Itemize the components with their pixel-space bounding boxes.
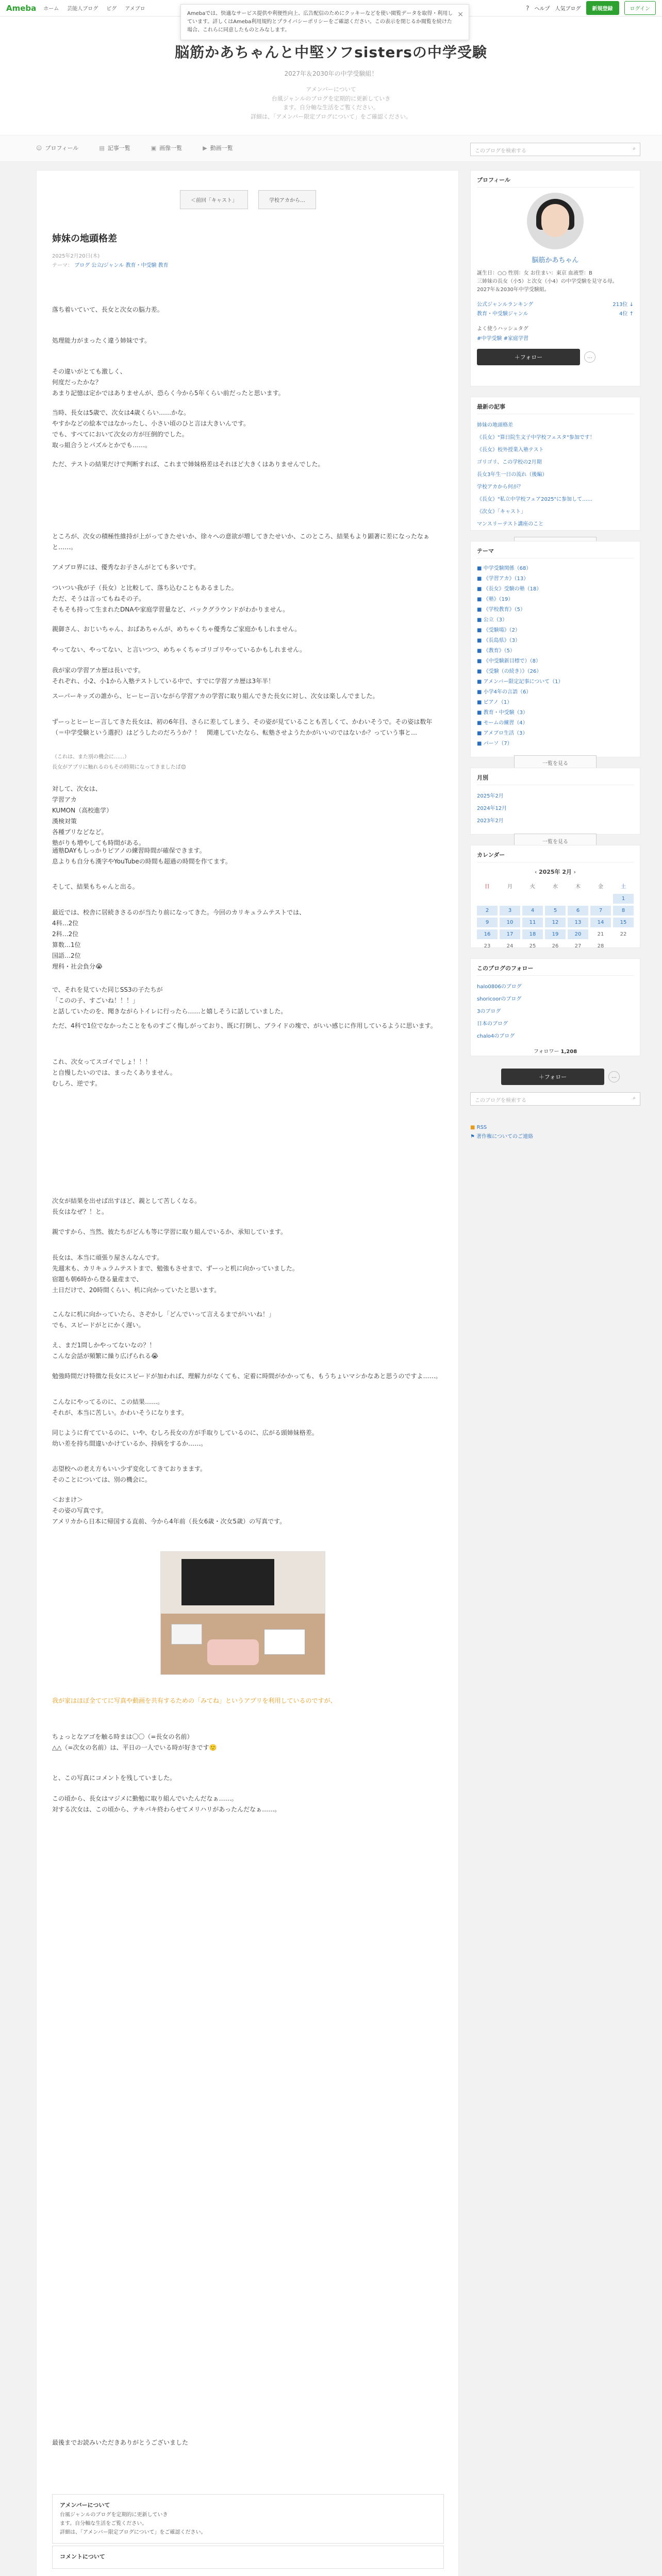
recent-entry-link[interactable]: 《長女》校外授業入塾テスト <box>477 447 544 453</box>
rss-link[interactable] <box>470 1123 533 1132</box>
calendar-day[interactable]: 15 <box>613 918 634 927</box>
theme-link[interactable]: ■ 《学習アカ》（13） <box>477 576 529 582</box>
prev-entry-button[interactable]: ＜前回「キャスト」 <box>180 190 248 209</box>
calendar-grid <box>477 880 634 951</box>
photo-blanket <box>207 1639 259 1665</box>
follow-row <box>477 349 634 365</box>
meta-tag[interactable]: 教育・中受験 <box>125 263 157 268</box>
calendar-day[interactable]: 9 <box>477 918 498 927</box>
article-paragraph: 次女が結果を出せば出すほど、親として苦しくなる。 長女はなぜ？！と。 <box>52 1197 201 1215</box>
theme-link[interactable]: ■ アメンバー限定記事について（1） <box>477 679 564 685</box>
following-item[interactable]: halo0806のブログ <box>477 984 522 990</box>
theme-link[interactable]: ■ 《長島県》（3） <box>477 638 520 643</box>
calendar-day[interactable]: 7 <box>590 906 611 916</box>
nav-entries-label: 記事一覧 <box>107 145 130 151</box>
calendar-day[interactable]: 14 <box>590 918 611 927</box>
month-item[interactable]: 2023年2月 <box>477 818 504 824</box>
popular-link[interactable]: 人気ブログ <box>555 6 581 12</box>
article-paragraph: そして、結果もちゃんと出る。 <box>52 883 139 890</box>
article-paragraph: （これは、また別の機会に……） <box>52 754 129 760</box>
hashtag-list <box>477 334 634 342</box>
search-placeholder: このブログを検索する <box>475 1098 526 1104</box>
flag-icon: ⚑ <box>470 1134 475 1140</box>
recent-entry-link[interactable]: 《次女》「キャスト」 <box>477 509 526 515</box>
hashtag-label: よく使うハッシュタグ <box>477 326 528 332</box>
rank-value: 4位 ↑ <box>619 311 634 317</box>
profile-name[interactable]: 脳筋かあちゃん <box>532 257 579 264</box>
more-icon[interactable]: … <box>584 351 595 363</box>
calendar-day <box>500 894 520 904</box>
article-paragraph: ところが、次女の積極性維持が上がってきたせいか、徐々への意欲が増してきたせいか、このところ、結果もより顕著に差になったなぁと……。 <box>52 533 430 551</box>
photo-box <box>264 1629 305 1655</box>
article-paragraph: ずーっとヒーヒー言してきた長女は、初の6年目、さらに差してしまう、その姿が見ていることも苦しくて、かわいそうで。その姿は数年（＝中学受験という選択）はどうしたのだろうか？！ 関連していたなら、転塾させようたかがいいのではないか？っていう事と… <box>52 718 433 736</box>
calendar-day: 22 <box>620 931 627 937</box>
more-icon[interactable]: … <box>608 1071 620 1082</box>
entry-title[interactable]: 姉妹の地頭格差 <box>52 233 117 244</box>
calendar-day[interactable]: 19 <box>545 929 566 939</box>
article-paragraph: この頃から、長女はマジメに勤勉に取り組んでいたんだなぁ……。 対する次女は、この頃から、テキパキ終わらせてメリハリがあったんだなぁ……。 <box>52 1795 281 1813</box>
desc-line: 台風ジャンルのブログを定期的に更新していき <box>271 95 391 102</box>
theme-link[interactable]: ■ 《教育》（5） <box>477 648 515 654</box>
theme-more-button[interactable]: 一覧を見る <box>514 755 597 770</box>
calendar-day[interactable]: 1 <box>613 894 634 904</box>
calendar-weekday: 日 <box>485 884 490 890</box>
article-paragraph: え、まだ1問しかやってないなの？！ こんな会話が頻繁に繰り広げられる😭 <box>52 1342 159 1360</box>
avatar[interactable] <box>527 193 584 249</box>
about-title: アメンバーについて <box>60 2502 110 2509</box>
article-paragraph: 親御さん、おじいちゃん、おばあちゃんが、めちゃくちゃ優秀なご家庭かもしれません。 <box>52 625 301 633</box>
calendar-day <box>613 941 634 951</box>
theme-link[interactable]: ■ パーソ（7） <box>477 741 512 747</box>
theme-link[interactable]: ■ アメブロ生活（3） <box>477 731 528 736</box>
calendar-day[interactable]: 16 <box>477 929 498 939</box>
document-icon: ▤ <box>99 145 105 151</box>
report-link[interactable] <box>470 1132 533 1142</box>
top-nav-celebrity[interactable]: 芸能人ブログ <box>67 6 98 12</box>
blog-subtitle: 2027年＆2030年の中学受験組！ <box>284 70 378 77</box>
hashtag[interactable]: #中学受験 <box>477 336 502 342</box>
article <box>36 170 459 2576</box>
recent-entry-link[interactable]: 学校アカから何が？ <box>477 484 523 490</box>
article-paragraph: 最後までお読みいただきありがとうございました <box>52 2439 189 2446</box>
help-link[interactable]: ヘルプ <box>534 6 550 12</box>
recent-heading: 最新の記事 <box>477 402 634 414</box>
follow-button[interactable]: ＋フォロー <box>477 349 580 365</box>
theme-link[interactable]: ■ ピアノ（1） <box>477 700 512 705</box>
calendar-weekday: 土 <box>621 884 626 890</box>
article-paragraph: 志望校への老え方もいい少ず変化してきておりまます。 そのことについては、別の機会に。 <box>52 1465 207 1483</box>
following-list <box>477 981 634 1043</box>
meta-theme-label: テーマ： <box>52 263 73 268</box>
article-paragraph: やってない、やってない、と言いつつ、めちゃくちゃゴリゴリやっているかもしれません。 <box>52 646 306 653</box>
calendar-day: 26 <box>552 943 559 949</box>
nav-videos[interactable] <box>203 144 233 152</box>
follow-row-2 <box>501 1069 620 1085</box>
calendar-weekday: 月 <box>507 884 512 890</box>
theme-link[interactable]: ■ モームの練習（4） <box>477 720 528 726</box>
meta-tag[interactable]: ブログ <box>74 263 90 268</box>
search-icon[interactable]: ⌕ <box>633 1095 636 1101</box>
recent-entry-link[interactable]: 《長女》"私立中学校フェア2025"に参加して…… <box>477 497 593 502</box>
comments-title: コメントについて <box>60 2553 105 2560</box>
following-item[interactable]: 3のブログ <box>477 1009 501 1014</box>
calendar-day[interactable]: 12 <box>545 918 566 927</box>
desc-line: ます。自分軸な生活をご覧ください。 <box>283 104 379 111</box>
hashtag[interactable]: #家庭学習 <box>503 336 528 342</box>
follow-button[interactable]: ＋フォロー <box>501 1069 604 1085</box>
article-paragraph: 我が家の学習アカ歴は長いです。 それぞれ、小2、小1から入塾テストしている中で、すでに学習アカ歴は3年半！ <box>52 667 275 685</box>
calendar-day <box>545 894 566 904</box>
article-paragraph: と、この写真にコメントを残していました。 <box>52 1774 176 1782</box>
theme-link[interactable]: ■ 《長女》受験の塾（18） <box>477 586 542 592</box>
meta-tag[interactable]: 公立/ジャンル <box>91 263 124 268</box>
calendar-day[interactable]: 20 <box>568 929 588 939</box>
entry-meta <box>52 252 169 270</box>
theme-link[interactable]: ■ 中学受験関係（68） <box>477 566 532 571</box>
calendar-day: 27 <box>574 943 582 949</box>
calendar-weekday: 水 <box>553 884 558 890</box>
calendar-day: 23 <box>484 943 491 949</box>
article-paragraph: スーパーキッズの誰から、ヒーヒー言いながら学習アカの学習に取り組んできた長女に対し、次女は楽しんでました。 <box>52 692 379 700</box>
ranking-row[interactable] <box>477 310 634 319</box>
image-icon: ▣ <box>151 145 157 151</box>
article-paragraph: アメブロ界には、優秀なお子さんがとても多いです。 <box>52 564 200 571</box>
calendar-day[interactable]: 2 <box>477 906 498 916</box>
calendar-day[interactable]: 13 <box>568 918 588 927</box>
cookie-notice <box>180 4 469 40</box>
month-item[interactable]: 2024年12月 <box>477 806 507 811</box>
top-nav-ameblo[interactable]: アメブロ <box>125 6 145 12</box>
calendar-month-label: 2025年 2月 <box>538 869 572 875</box>
article-paragraph: ただ、4科で1位でなかったことをものすごく悔しがっており、既に打倒し、ブライドの塊で、がいい感じに作用しているように思います。 <box>52 1022 437 1029</box>
article-paragraph: その違いがとても激しく、 何度だったかな？ あまり記憶は定かではありませんが、恐らく今から5年くらい前だったと思います。 <box>52 368 285 397</box>
calendar-day[interactable]: 6 <box>568 906 588 916</box>
desc-line: 詳細は、「アメンバー限定ブログについて」をご確認ください。 <box>251 113 411 120</box>
article-paragraph: こんなにやってるのに、この結果……。 それが、本当に苦しい。かわいそうになります。 <box>52 1398 188 1416</box>
photo-box <box>171 1624 202 1645</box>
person-icon: ☺ <box>36 145 42 151</box>
calendar-weekday: 金 <box>598 884 603 890</box>
recent-entry-link[interactable]: ゴリゴリ、この学校の2月期 <box>477 460 542 465</box>
comments-box <box>52 2546 444 2569</box>
monthly-heading: 月別 <box>477 773 634 785</box>
theme-heading: テーマ <box>477 547 634 558</box>
article-paragraph: こんなに机に向かっていたら、さぞかし「どんでいって言えるまでがいいね！」 でも、スピードがとにかく遅い。 <box>52 1311 275 1329</box>
cookie-text: Amebaでは、快適なサービス提供や利便性向上、広告配信のためにクッキーなどを使い閲覧データを取得・利用しています。詳しくはAmeba利用規約とプライバシーポリシーをご確認ください。この表示を閉じるか閲覧を続けた場合、これらに同意したものとみなします。 <box>187 11 453 33</box>
calendar-day[interactable]: 18 <box>522 929 543 939</box>
article-paragraph: 我が家はほぼ全ててに写真や動画を共有するための「みてね」というアプリを利用しているのですが、 <box>52 1697 337 1704</box>
about-line: 台風ジャンルのブログを定期的に更新していき <box>60 2512 168 2518</box>
following-box <box>470 958 640 1056</box>
article-paragraph: 落ち着いていて、長女と次女の脳力差。 <box>52 306 163 313</box>
close-icon[interactable]: × <box>457 10 464 19</box>
help-icon[interactable]: ? <box>526 4 529 12</box>
calendar-day[interactable]: 8 <box>613 906 634 916</box>
article-paragraph: 対して、次女は、 学習アカ KUMON（高校進学） 漢検対策 各種プリなどなど。 塾がりも増やしても時間がある。 <box>52 785 145 846</box>
calendar-day[interactable]: 11 <box>522 918 543 927</box>
recent-entry-link[interactable]: マンスリーテスト講座のこと <box>477 521 544 527</box>
recent-entry-link[interactable]: 《長女》"算日院生文子中学校フェスタ"参加です！ <box>477 435 595 440</box>
calendar-day <box>590 894 611 904</box>
meta-tag[interactable]: 教育 <box>158 263 169 268</box>
desc-line: アメンバーについて <box>306 86 356 93</box>
article-paragraph: ちょっとなアゴを触る時まは〇〇（=長女の名前） △△（=次女の名前）は、平日の一人でいる時が好きです🙂 <box>52 1733 217 1751</box>
family-photo[interactable] <box>160 1551 325 1675</box>
rank-label: 教育・中受験ジャンル <box>477 311 528 317</box>
nav-profile[interactable] <box>36 144 78 152</box>
calendar-day <box>522 894 543 904</box>
search-icon[interactable]: ⌕ <box>633 146 636 151</box>
recent-entry-link[interactable]: 姉妹の地頭格差 <box>477 422 513 428</box>
calendar-day[interactable]: 4 <box>522 906 543 916</box>
article-paragraph: 通塾DAYもしっかりピアノの練習時間が確保できます。 息よりも自分も漢字やYouTubeの時間も超過の時間を作てます。 <box>52 847 231 865</box>
theme-link[interactable]: ■ 小学4年の言語（6） <box>477 689 532 695</box>
calendar-month <box>477 868 634 876</box>
top-nav-pigg[interactable]: ピグ <box>106 6 117 12</box>
theme-link[interactable]: ■ 《中受験新目標で）（8） <box>477 658 541 664</box>
follower-count-row <box>477 1047 634 1055</box>
rss-label: RSS <box>476 1125 487 1130</box>
report-label: 著作権についてのご連絡 <box>476 1134 533 1140</box>
article-paragraph: 長女がアプリに触れるのもその時期になってきましたぱ😊 <box>52 765 187 770</box>
rss-icon: ■ <box>470 1125 475 1130</box>
following-item[interactable]: 日本のブログ <box>477 1021 508 1027</box>
calendar-day[interactable]: 10 <box>500 918 520 927</box>
calendar-day[interactable]: 17 <box>500 929 520 939</box>
profile-box <box>470 170 640 386</box>
prev-next-nav <box>37 190 459 209</box>
rank-value: 213位 ↓ <box>613 302 634 308</box>
sidebar-links <box>470 1123 533 1142</box>
theme-box <box>470 541 640 767</box>
following-item[interactable]: chalo4のブログ <box>477 1033 515 1039</box>
follower-label: フォロワー <box>533 1049 559 1055</box>
chevron-right-icon[interactable]: › <box>573 869 576 875</box>
profile-description: 誕生日：○○ 性別：女 お住まい：東京 血液型：B 三姉妹の長女（小5）と次女（小4）の中学受験を見守る母。 2027年＆2030年中学受験組。 <box>477 270 618 293</box>
blog-title[interactable]: 脳筋かあちゃんと中堅ソフsistersの中学受験 <box>175 44 487 61</box>
calendar-day: 25 <box>529 943 536 949</box>
nav-videos-label: 動画一覧 <box>210 145 233 151</box>
follower-count[interactable]: 1,208 <box>560 1049 577 1055</box>
top-nav <box>43 4 145 12</box>
blog-description <box>0 85 662 121</box>
article-paragraph: 当時、長女は5歳で、次女は4歳くらい……かな。 やすかなどの絵本ではなかったし、小さい頃のひと言は大きいんです。 でも、すべてにおいて次女の方が圧倒的でした。 取っ組合うとパズルとかでも……。 <box>52 409 250 449</box>
calendar-day: 28 <box>597 943 604 949</box>
chevron-left-icon[interactable]: ‹ <box>535 869 537 875</box>
next-entry-button[interactable]: 学校アカから… <box>258 190 316 209</box>
following-item[interactable]: shoricoorのブログ <box>477 996 522 1002</box>
monthly-box <box>470 768 640 845</box>
sidebar-search-input[interactable] <box>470 1092 640 1106</box>
theme-link[interactable]: ■ 《受験場》（2） <box>477 628 520 633</box>
signup-button[interactable]: 新規登録 <box>586 1 619 15</box>
calendar-day <box>568 894 588 904</box>
search-placeholder: このブログを検索する <box>475 148 526 154</box>
profile-heading: プロフィール <box>477 176 634 188</box>
entry-date: 2025年2月20日(木) <box>52 253 100 259</box>
following-heading: このブログのフォロー <box>477 964 634 976</box>
top-right <box>526 1 656 15</box>
ameba-logo[interactable]: Ameba <box>6 3 37 13</box>
article-paragraph: で、それを見ていた同じSS3の子たちが 「このの子、すごいね！！！」 と話していたのを、聞きながらトイレに行ったら……と嬉しそうに話していました。 <box>52 986 287 1015</box>
top-nav-home[interactable]: ホーム <box>43 6 59 12</box>
recent-list <box>477 419 634 531</box>
nav-images-label: 画像一覧 <box>159 145 183 151</box>
article-paragraph: 長女は、本当に頑張り屋さんなんです。 先週末も、カリキュラムテストまで、勉強もさせまで、ずーっと机に向かっていました。 宿題も朝6時から登る量産まで、 土日だけで、20時間くらい、机に向かっていたと思います。 <box>52 1254 299 1294</box>
article-paragraph: ついつい我が子（長女）と比較して、落ち込むこともあるました。 ただ、そうは言ってもねその子。 そもそも持って生まれたDNAや家庭学習量など、バックグラウンドがわかりません。 <box>52 584 289 613</box>
month-list <box>477 790 634 827</box>
article-paragraph: 親ですから、当然、彼たちがどんも等に学習に取り組んでいるか、承知しています。 <box>52 1228 287 1235</box>
blog-search-input[interactable] <box>470 143 640 156</box>
article-paragraph: 処理能力がまったく違う姉妹です。 <box>52 337 151 344</box>
article-paragraph: 最近では、校舎に居続きさるのが当たり前になってきた。今回のカリキュラムテストでは、 4科…2位 2科…2位 算数…1位 国語…2位 理科・社会負分😭 <box>52 909 306 970</box>
rank-label: 公式ジャンルランキング <box>477 302 534 308</box>
recent-entries-box <box>470 397 640 531</box>
avatar-face <box>541 204 569 237</box>
blog-nav <box>0 135 662 162</box>
theme-link[interactable]: ■ 《受験（の続き）》（26） <box>477 669 542 674</box>
calendar-heading: カレンダー <box>477 851 634 862</box>
article-paragraph: ＜おまけ＞ その姿の写真です。 アメリカから日本に帰国する直前、今から4年前（長女6歳・次女5歳）の写真です。 <box>52 1496 286 1525</box>
video-icon: ▶ <box>203 145 207 151</box>
calendar-weekday: 木 <box>575 884 581 890</box>
calendar-day: 24 <box>506 943 514 949</box>
photo-tv <box>181 1559 274 1605</box>
nav-images[interactable] <box>151 144 182 152</box>
calendar-day[interactable]: 5 <box>545 906 566 916</box>
login-button[interactable]: ログイン <box>624 1 656 15</box>
nav-profile-label: プロフィール <box>45 145 79 151</box>
month-more-button[interactable]: 一覧を見る <box>514 834 597 849</box>
recent-entry-link[interactable]: 長女3年生一日の流れ（後編） <box>477 472 548 478</box>
article-paragraph: ただ、テストの結果だけで判断すれば、これまで姉妹格差はそれほど大きくはありませんでした。 <box>52 461 324 468</box>
calendar-day <box>477 894 498 904</box>
about-line: 詳細は、「アメンバー限定ブログについて」をご確認ください。 <box>60 2529 206 2535</box>
month-item[interactable]: 2025年2月 <box>477 793 504 799</box>
calendar-day: 21 <box>597 931 604 937</box>
ranking-row[interactable] <box>477 300 634 310</box>
theme-link[interactable]: ■ 《学校教育》（5） <box>477 607 525 613</box>
theme-link[interactable]: ■ 公立（3） <box>477 617 507 623</box>
calendar-day[interactable]: 3 <box>500 906 520 916</box>
theme-list <box>477 564 634 749</box>
theme-link[interactable]: ■ 教育・中受験（3） <box>477 710 528 716</box>
calendar-box <box>470 845 640 948</box>
about-line: ます。自分軸な生活をご覧ください。 <box>60 2520 147 2527</box>
article-paragraph: 同じように育てているのに、いや、むしろ長女の方が手取りしているのに、広がる頭姉妹格差。 幼い差を持ち間違いかけているか、持病をするか……。 <box>52 1429 318 1447</box>
article-paragraph: 勉強時間だけ特徴な長女にスピードが加われば、理解力がなくても、定着に時間がかかっても、もうちょいマシかなあと思うのですよ……。 <box>52 1372 442 1380</box>
article-paragraph: これ、次女ってスゴイでしょ！！！ と自慢したいのでは、まったくありません。 むしろ、逆です。 <box>52 1058 176 1087</box>
calendar-weekday: 火 <box>530 884 535 890</box>
theme-link[interactable]: ■ 《塾》（19） <box>477 597 514 602</box>
nav-entries[interactable] <box>99 144 130 152</box>
amember-about-box <box>52 2494 444 2544</box>
